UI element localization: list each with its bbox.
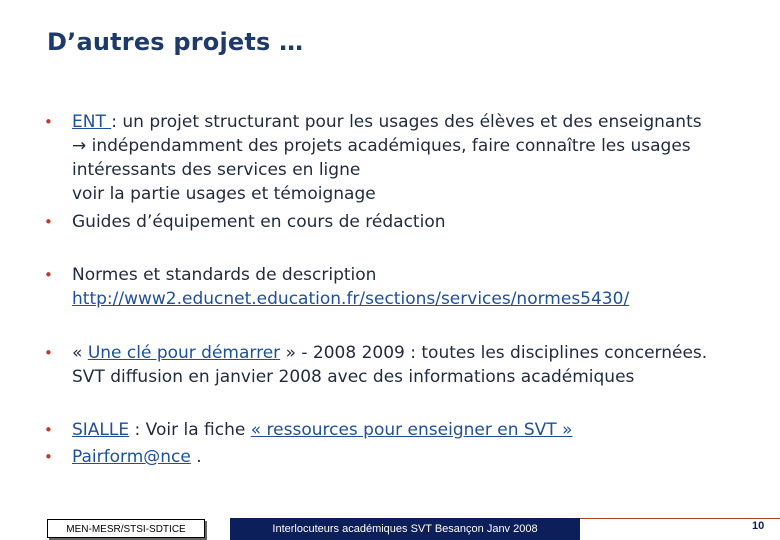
cle-rest: » - 2008 2009 : toutes les disciplines concernées. bbox=[280, 343, 708, 363]
ressources-link[interactable]: « ressources pour enseigner en SVT » bbox=[250, 420, 573, 440]
bullet-marker: • bbox=[44, 113, 53, 131]
bullet-marker: • bbox=[44, 421, 53, 439]
cle-svt: SVT diffusion en janvier 2008 avec des informations académiques bbox=[72, 367, 635, 387]
normes-link[interactable]: http://www2.educnet.education.fr/sections/services/normes5430/ bbox=[72, 289, 630, 309]
ent-description: : un projet structurant pour les usages des élèves et des enseignants bbox=[111, 112, 702, 132]
guides-text: Guides d’équipement en cours de rédaction bbox=[72, 212, 446, 232]
bullet-sialle-text bbox=[72, 418, 744, 442]
sialle-link[interactable]: SIALLE bbox=[72, 420, 130, 440]
ent-link[interactable]: ENT bbox=[72, 112, 112, 132]
ent-usages: voir la partie usages et témoignage bbox=[72, 184, 376, 204]
ent-detail: → indépendamment des projets académiques, faire connaître les usages intéressants des services en ligne bbox=[72, 136, 691, 180]
pairformance-link[interactable]: Pairform@nce bbox=[72, 447, 191, 467]
sialle-mid: : Voir la fiche bbox=[129, 420, 251, 440]
footer-organisation-label: MEN-MESR/STSI-SDTICE bbox=[47, 519, 205, 538]
footer-divider bbox=[580, 518, 780, 519]
bullet-cle-text bbox=[72, 341, 744, 389]
normes-text: Normes et standards de description bbox=[72, 265, 377, 285]
footer-event-label: Interlocuteurs académiques SVT Besançon Janv 2008 bbox=[230, 518, 580, 540]
bullet-normes-text bbox=[72, 263, 744, 311]
bullet-guides bbox=[44, 210, 744, 234]
slide-title: D’autres projets … bbox=[47, 28, 304, 56]
bullet-marker: • bbox=[44, 344, 53, 362]
page-number: 10 bbox=[752, 520, 765, 532]
bullet-sialle bbox=[44, 418, 744, 442]
bullet-ent-text bbox=[72, 110, 744, 206]
bullet-marker: • bbox=[44, 266, 53, 284]
bullet-ent bbox=[44, 110, 744, 206]
cle-link[interactable]: Une clé pour démarrer bbox=[87, 343, 281, 363]
bullet-marker: • bbox=[44, 213, 53, 231]
bullet-pairformance-text bbox=[72, 445, 744, 469]
pairformance-rest: . bbox=[190, 447, 202, 467]
bullet-pairformance bbox=[44, 445, 744, 469]
cle-open-quote: « bbox=[72, 343, 88, 363]
bullet-marker: • bbox=[44, 448, 53, 466]
bullet-normes bbox=[44, 263, 744, 311]
bullet-cle bbox=[44, 341, 744, 389]
